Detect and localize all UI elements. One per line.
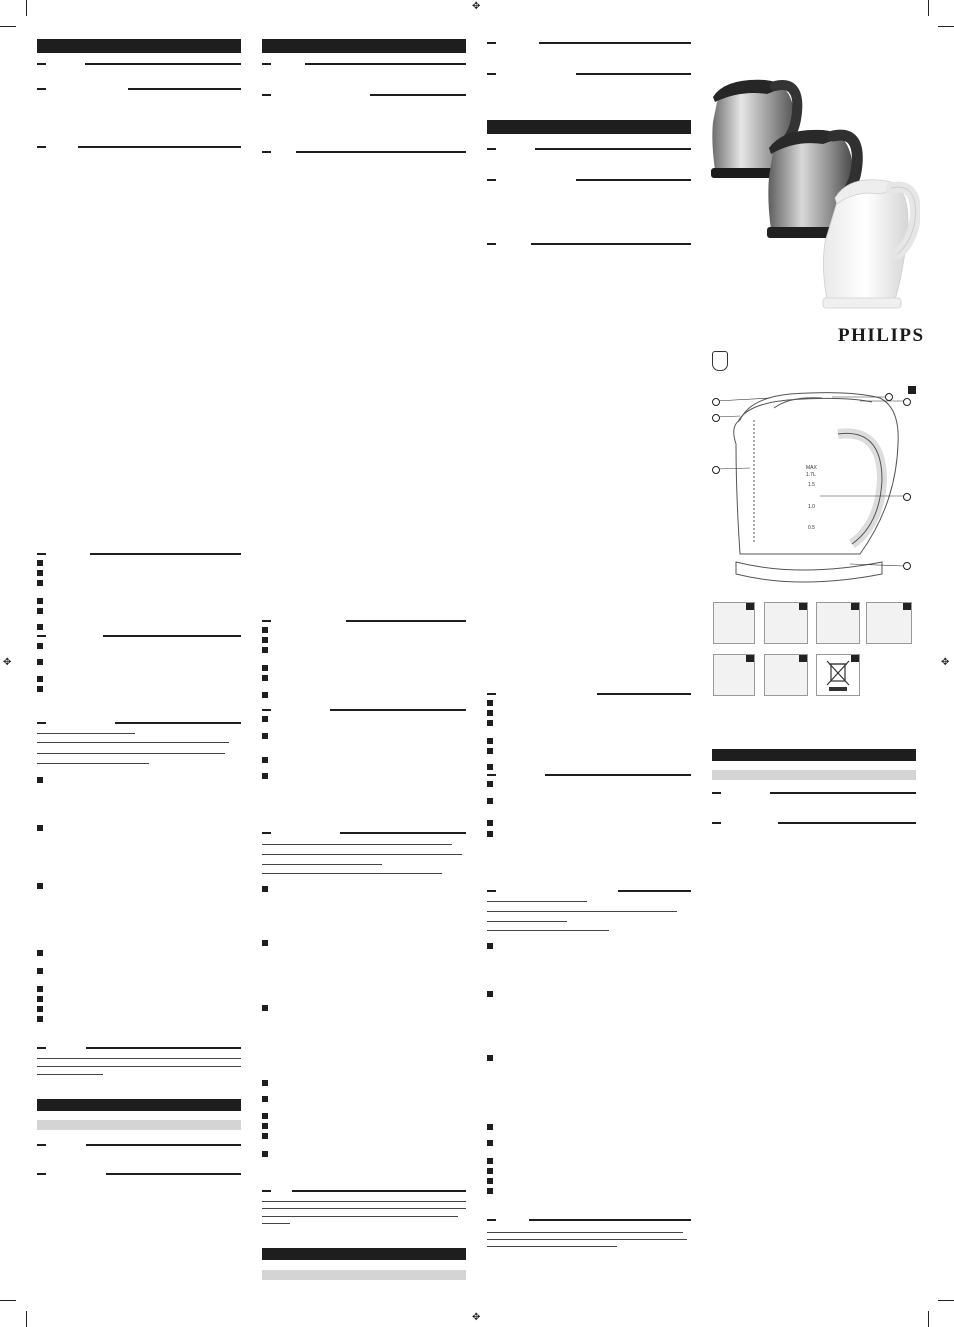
tick (712, 822, 721, 824)
callout-marker (903, 398, 911, 406)
heading-rule (346, 620, 466, 622)
step-marker (37, 560, 43, 566)
step-marker (37, 883, 43, 889)
text-line (487, 901, 587, 902)
tick (487, 1219, 496, 1221)
step-marker (37, 996, 43, 1002)
section-header-bar (262, 1248, 466, 1260)
heading-rule (576, 179, 691, 181)
step-marker (262, 773, 268, 779)
text-line (262, 1208, 466, 1209)
step-illustration (713, 654, 755, 696)
text-line (37, 763, 149, 764)
text-line (37, 742, 229, 743)
step-marker (487, 1188, 493, 1194)
step-marker (487, 1178, 493, 1184)
step-marker (487, 748, 493, 754)
step-marker (487, 798, 493, 804)
step-marker (37, 1016, 43, 1022)
step-marker (37, 825, 43, 831)
heading-rule (770, 792, 916, 794)
step-marker (487, 764, 493, 770)
subsection-bar (262, 1270, 466, 1280)
tick (37, 146, 46, 148)
step-marker (262, 1133, 268, 1139)
step-marker (262, 733, 268, 739)
heading-rule (370, 94, 466, 96)
scale-label: 1.7L (806, 472, 816, 478)
heading-rule (106, 1173, 241, 1175)
text-line (487, 1239, 687, 1240)
tick (37, 553, 46, 555)
heading-rule (292, 1190, 466, 1192)
registration-mark-icon: ✥ (941, 657, 950, 668)
heading-rule (618, 890, 691, 892)
section-header-bar (37, 1099, 241, 1111)
tick (37, 63, 46, 65)
heading-rule (90, 553, 241, 555)
tick (262, 709, 271, 711)
heading-rule (128, 88, 241, 90)
text-line (37, 1074, 103, 1075)
step-illustration (764, 654, 808, 696)
heading-rule (539, 42, 691, 44)
crop-mark (0, 1300, 16, 1301)
tick (487, 774, 496, 776)
tick (262, 620, 271, 622)
crop-mark (938, 26, 954, 27)
step-marker (37, 659, 43, 665)
tick (37, 1173, 46, 1175)
step-marker (487, 738, 493, 744)
registration-mark-icon: ✥ (472, 1312, 481, 1323)
step-marker (37, 608, 43, 614)
tick (262, 63, 271, 65)
tick (37, 1144, 46, 1146)
step-marker (37, 777, 43, 783)
text-line (262, 1216, 458, 1217)
text-line (487, 921, 567, 922)
heading-rule (531, 243, 691, 245)
heading-rule (86, 1144, 241, 1146)
step-marker (262, 886, 268, 892)
crop-mark (0, 26, 16, 27)
step-marker (487, 1158, 493, 1164)
step-marker (487, 1055, 493, 1061)
step-illustration (866, 602, 912, 644)
text-line (37, 1058, 241, 1059)
text-line (37, 753, 225, 754)
step-illustration (713, 602, 755, 644)
heading-rule (529, 1219, 691, 1221)
heading-rule (78, 146, 241, 148)
heading-rule (86, 1047, 241, 1049)
tick (262, 94, 271, 96)
text-line (37, 1066, 241, 1067)
tick (37, 88, 46, 90)
step-marker (37, 580, 43, 586)
figure-number-box (908, 386, 916, 394)
registration-mark-icon: ✥ (3, 657, 12, 668)
brand-logo: PHILIPS (838, 325, 925, 346)
tick (487, 243, 496, 245)
tick (37, 635, 46, 637)
scale-label: MAX (806, 465, 817, 471)
heading-rule (535, 148, 691, 150)
tick (487, 179, 496, 181)
scale-label: 0.5 (808, 525, 815, 531)
step-marker (487, 710, 493, 716)
step-marker (262, 757, 268, 763)
step-marker (262, 1080, 268, 1086)
step-marker (262, 1151, 268, 1157)
step-illustration (816, 602, 860, 644)
step-marker (37, 686, 43, 692)
step-marker (487, 1140, 493, 1146)
step-marker (487, 720, 493, 726)
text-line (262, 844, 452, 845)
crop-mark (938, 1300, 954, 1301)
text-line (487, 1232, 683, 1233)
subsection-bar (712, 770, 916, 780)
text-line (487, 930, 609, 931)
text-line (37, 733, 135, 734)
callout-marker (885, 393, 893, 401)
step-marker (262, 716, 268, 722)
step-marker (487, 1168, 493, 1174)
callout-marker (903, 493, 911, 501)
step-marker (262, 1123, 268, 1129)
crop-mark (928, 0, 929, 16)
tick (262, 151, 271, 153)
step-marker (487, 781, 493, 787)
heading-rule (597, 693, 691, 695)
step-marker (487, 943, 493, 949)
crop-mark (26, 0, 27, 16)
tick (712, 792, 721, 794)
step-marker (262, 1113, 268, 1119)
heading-rule (103, 635, 241, 637)
tick (487, 148, 496, 150)
kettle-diagram (710, 384, 920, 594)
step-marker (37, 950, 43, 956)
heading-rule (85, 63, 241, 65)
heading-rule (305, 63, 466, 65)
text-line (262, 854, 462, 855)
text-line (262, 864, 382, 865)
tick (37, 722, 46, 724)
heading-rule (296, 151, 466, 153)
step-marker (262, 665, 268, 671)
tick (487, 73, 496, 75)
step-marker (487, 831, 493, 837)
text-line (487, 911, 677, 912)
registration-mark-icon: ✥ (472, 1, 481, 12)
scale-label: 1.5 (808, 482, 815, 488)
step-marker (262, 1005, 268, 1011)
step-marker (262, 692, 268, 698)
philips-shield-icon (712, 351, 728, 371)
step-marker (37, 968, 43, 974)
tick (487, 42, 496, 44)
heading-rule (115, 722, 241, 724)
tick (487, 693, 496, 695)
tick (487, 890, 496, 892)
heading-rule (330, 709, 466, 711)
step-illustration (764, 602, 808, 644)
text-line (262, 1223, 290, 1224)
subsection-bar (37, 1120, 241, 1130)
step-marker (262, 637, 268, 643)
step-marker (262, 1096, 268, 1102)
callout-marker (712, 414, 720, 422)
callout-marker (712, 466, 720, 474)
heading-rule (576, 73, 691, 75)
heading-rule (778, 822, 916, 824)
text-line (487, 1246, 617, 1247)
scale-label: 1.0 (808, 504, 815, 510)
step-marker (487, 700, 493, 706)
heading-rule (340, 832, 466, 834)
step-marker (37, 676, 43, 682)
callout-marker (903, 562, 911, 570)
step-marker (37, 1006, 43, 1012)
crop-mark (928, 1311, 929, 1327)
section-header-bar (712, 749, 916, 761)
recycle-bin-icon (816, 654, 860, 696)
step-marker (37, 624, 43, 630)
step-marker (37, 598, 43, 604)
tick (37, 1047, 46, 1049)
section-header-bar (487, 120, 691, 134)
product-photo (705, 72, 920, 312)
crop-mark (26, 1311, 27, 1327)
step-marker (262, 627, 268, 633)
heading-rule (545, 774, 691, 776)
step-marker (37, 570, 43, 576)
section-header-bar (262, 39, 466, 53)
step-marker (262, 675, 268, 681)
tick (262, 1190, 271, 1192)
step-marker (487, 820, 493, 826)
step-marker (487, 1124, 493, 1130)
step-marker (37, 986, 43, 992)
callout-marker (712, 398, 720, 406)
step-marker (262, 647, 268, 653)
tick (262, 832, 271, 834)
step-marker (487, 991, 493, 997)
section-header-bar (37, 39, 241, 53)
text-line (262, 873, 442, 874)
text-line (262, 1201, 466, 1202)
step-marker (262, 940, 268, 946)
step-marker (37, 643, 43, 649)
